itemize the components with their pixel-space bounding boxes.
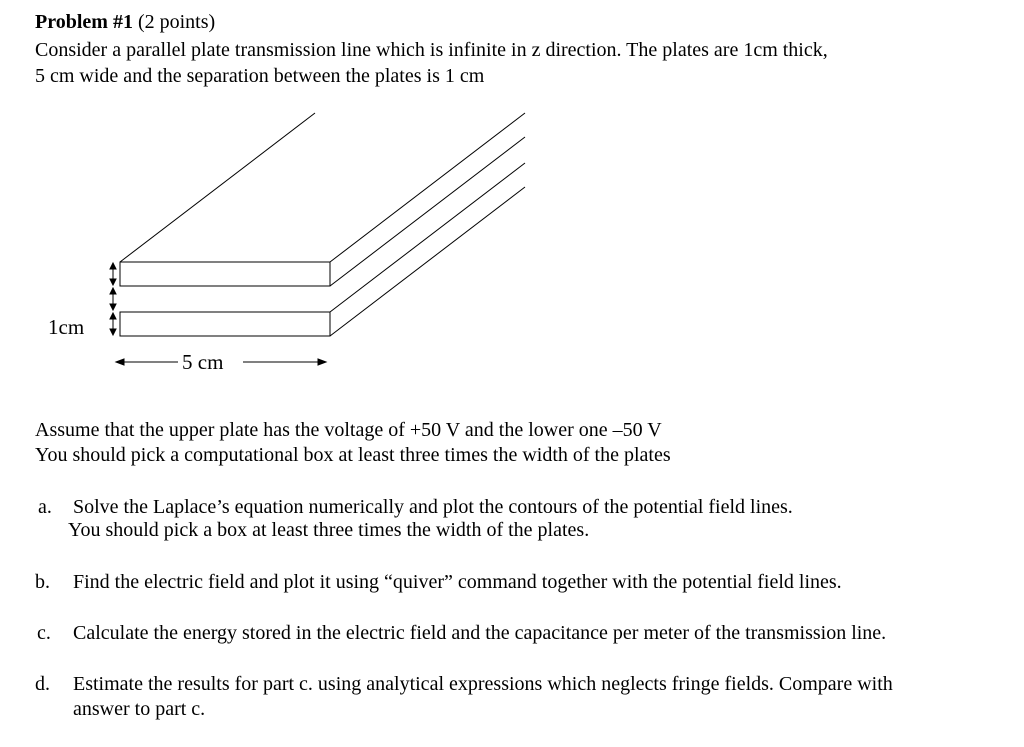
lower-plate-front: [120, 312, 330, 336]
thickness-label: 1cm: [48, 315, 85, 339]
width-arrow-left: [116, 359, 124, 365]
lower-plate-top-right-edge: [330, 163, 525, 312]
lower-plate-bottom-right-edge: [330, 187, 525, 336]
gap-arrow: [110, 288, 116, 310]
upper-plate-bottom-right-edge: [330, 137, 525, 286]
width-arrow-right: [318, 359, 326, 365]
upper-plate-front: [120, 262, 330, 286]
intro-line-1: Consider a parallel plate transmission line which is infinite in z direction. The plates are 1cm thick,: [35, 39, 828, 61]
lower-thickness-arrow: [110, 313, 116, 335]
part-c-marker: c.: [37, 622, 51, 644]
part-d-line-1: Estimate the results for part c. using analytical expressions which neglects fringe fields. Compare with: [73, 673, 893, 695]
upper-thickness-arrow: [110, 263, 116, 285]
part-a-marker: a.: [38, 496, 52, 518]
upper-plate-top-right-edge: [330, 113, 525, 262]
assumption-line-2: You should pick a computational box at least three times the width of the plates: [35, 444, 671, 466]
part-b-marker: b.: [35, 571, 50, 593]
assumption-line-1: Assume that the upper plate has the voltage of +50 V and the lower one –50 V: [35, 419, 662, 441]
intro-line-2: 5 cm wide and the separation between the plates is 1 cm: [35, 65, 485, 87]
part-d-line-2: answer to part c.: [73, 698, 206, 720]
part-a-line-2: You should pick a box at least three times the width of the plates.: [68, 519, 590, 541]
part-a-line-1: Solve the Laplace’s equation numerically and plot the contours of the potential field lines.: [73, 496, 793, 518]
problem-title: Problem #1: [35, 11, 133, 33]
part-c-line-1: Calculate the energy stored in the electric field and the capacitance per meter of the transmission line.: [73, 622, 887, 644]
part-b-line-1: Find the electric field and plot it using “quiver” command together with the potential field lines.: [73, 571, 842, 593]
width-label: 5 cm: [182, 350, 224, 374]
part-d-marker: d.: [35, 673, 50, 695]
upper-plate-top-left-edge: [120, 113, 315, 262]
problem-points: (2 points): [137, 11, 216, 33]
